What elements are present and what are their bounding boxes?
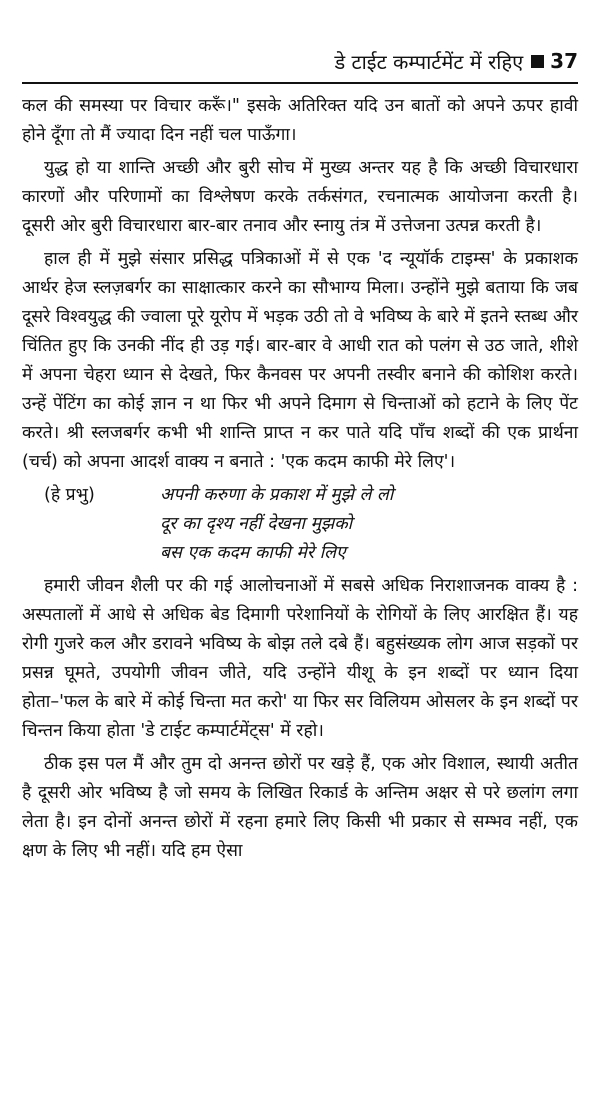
square-bullet-icon [531,55,544,68]
prayer-line: दूर का दृश्य नहीं देखना मुझको [160,514,353,534]
paragraph: हमारी जीवन शैली पर की गई आलोचनाओं में सबसे अधिक निराशाजनक वाक्य है : अस्पतालों में आधे से अधिक बेड दिमागी परेशानियों के रोगियों के लिए आरक्षित हैं। यह रोगी गुजरे कल और डरावने भविष्य के बोझ तले दबे हैं। बहुसंख्यक लोग आज सड़कों पर प्रसन्न घूमते, उपयोगी जीवन जीते, यदि उन्होंने यीशू के इन शब्दों पर ध्यान दिया होता–'फल के बारे में कोई चिन्ता मत करो' या फिर सर विलियम ओसलर के इन शब्दों पर चिन्तन किया होता 'डे टाईट कम्पार्टमेंट्स' में रहो। [22,576,578,741]
prayer-line: अपनी करुणा के प्रकाश में मुझे ले लो [160,485,394,505]
paragraph: हाल ही में मुझे संसार प्रसिद्ध पत्रिकाओं में से एक 'द न्यूयॉर्क टाइम्स' के प्रकाशक आर्थर हेज स्लज़बर्गर का साक्षात्कार करने का सौभाग्य मिला। उन्होंने मुझे बताया कि जब दूसरे विश्वयुद्ध की ज्वाला पूरे यूरोप में भड़क उठी तो वे भविष्य के बारे में इतने स्तब्ध और चिंतित हुए कि उनकी नींद ही उड़ गई। बार-बार वे आधी रात को पलंग से उठ जाते, शीशे में अपना चेहरा ध्यान से देखते, फिर कैनवस पर अपनी तस्वीर बनाने की कोशिश करते। उन्हें पेंटिंग का कोई ज्ञान न था फिर भी अपने दिमाग से चिन्ताओं को हटाने के लिए पेंट करते। श्री स्लजबर्गर कभी भी शान्ति प्राप्त न कर पाते यदि पाँच शब्दों की एक प्रार्थना (चर्च) को अपना आदर्श वाक्य न बनाते : 'एक कदम काफी मेरे लिए'। [22,249,578,472]
paragraph: युद्ध हो या शान्ति अच्छी और बुरी सोच में मुख्य अन्तर यह है कि अच्छी विचारधारा कारणों और परिणामों का विश्लेषण करके तर्कसंगत, रचनात्मक आयोजना करती है। दूसरी ओर बुरी विचारधारा बार-बार तनाव और स्नायु तंत्र में उत्तेजना उत्पन्न करती है। [22,158,578,236]
running-header [22,44,578,78]
prayer-line: बस एक कदम काफी मेरे लिए [160,543,346,563]
prayer-lines [160,481,393,568]
paragraph-continued: कल की समस्या पर विचार करूँ।" इसके अतिरिक्त यदि उन बातों को अपने ऊपर हावी होने दूँगा तो मैं ज्यादा दिन नहीं चल पाऊँगा। [22,96,578,145]
prayer-block [22,481,578,568]
page-body [22,92,578,870]
page-number: 37 [550,49,578,73]
prayer-speaker: (हे प्रभु) [44,485,95,505]
paragraph: ठीक इस पल मैं और तुम दो अनन्त छोरों पर खड़े हैं, एक ओर विशाल, स्थायी अतीत है दूसरी ओर भविष्य है जो समय के लिखित रिकार्ड के अन्तिम अक्षर से परे छलांग लगा लेता है। इन दोनों अनन्त छोरों में रहना हमारे लिए किसी भी प्रकार से सम्भव नहीं, एक क्षण के लिए भी नहीं। यदि हम ऐसा [22,754,578,861]
running-title: डे टाईट कम्पार्टमेंट में रहिए [334,49,524,74]
header-rule [22,82,578,84]
